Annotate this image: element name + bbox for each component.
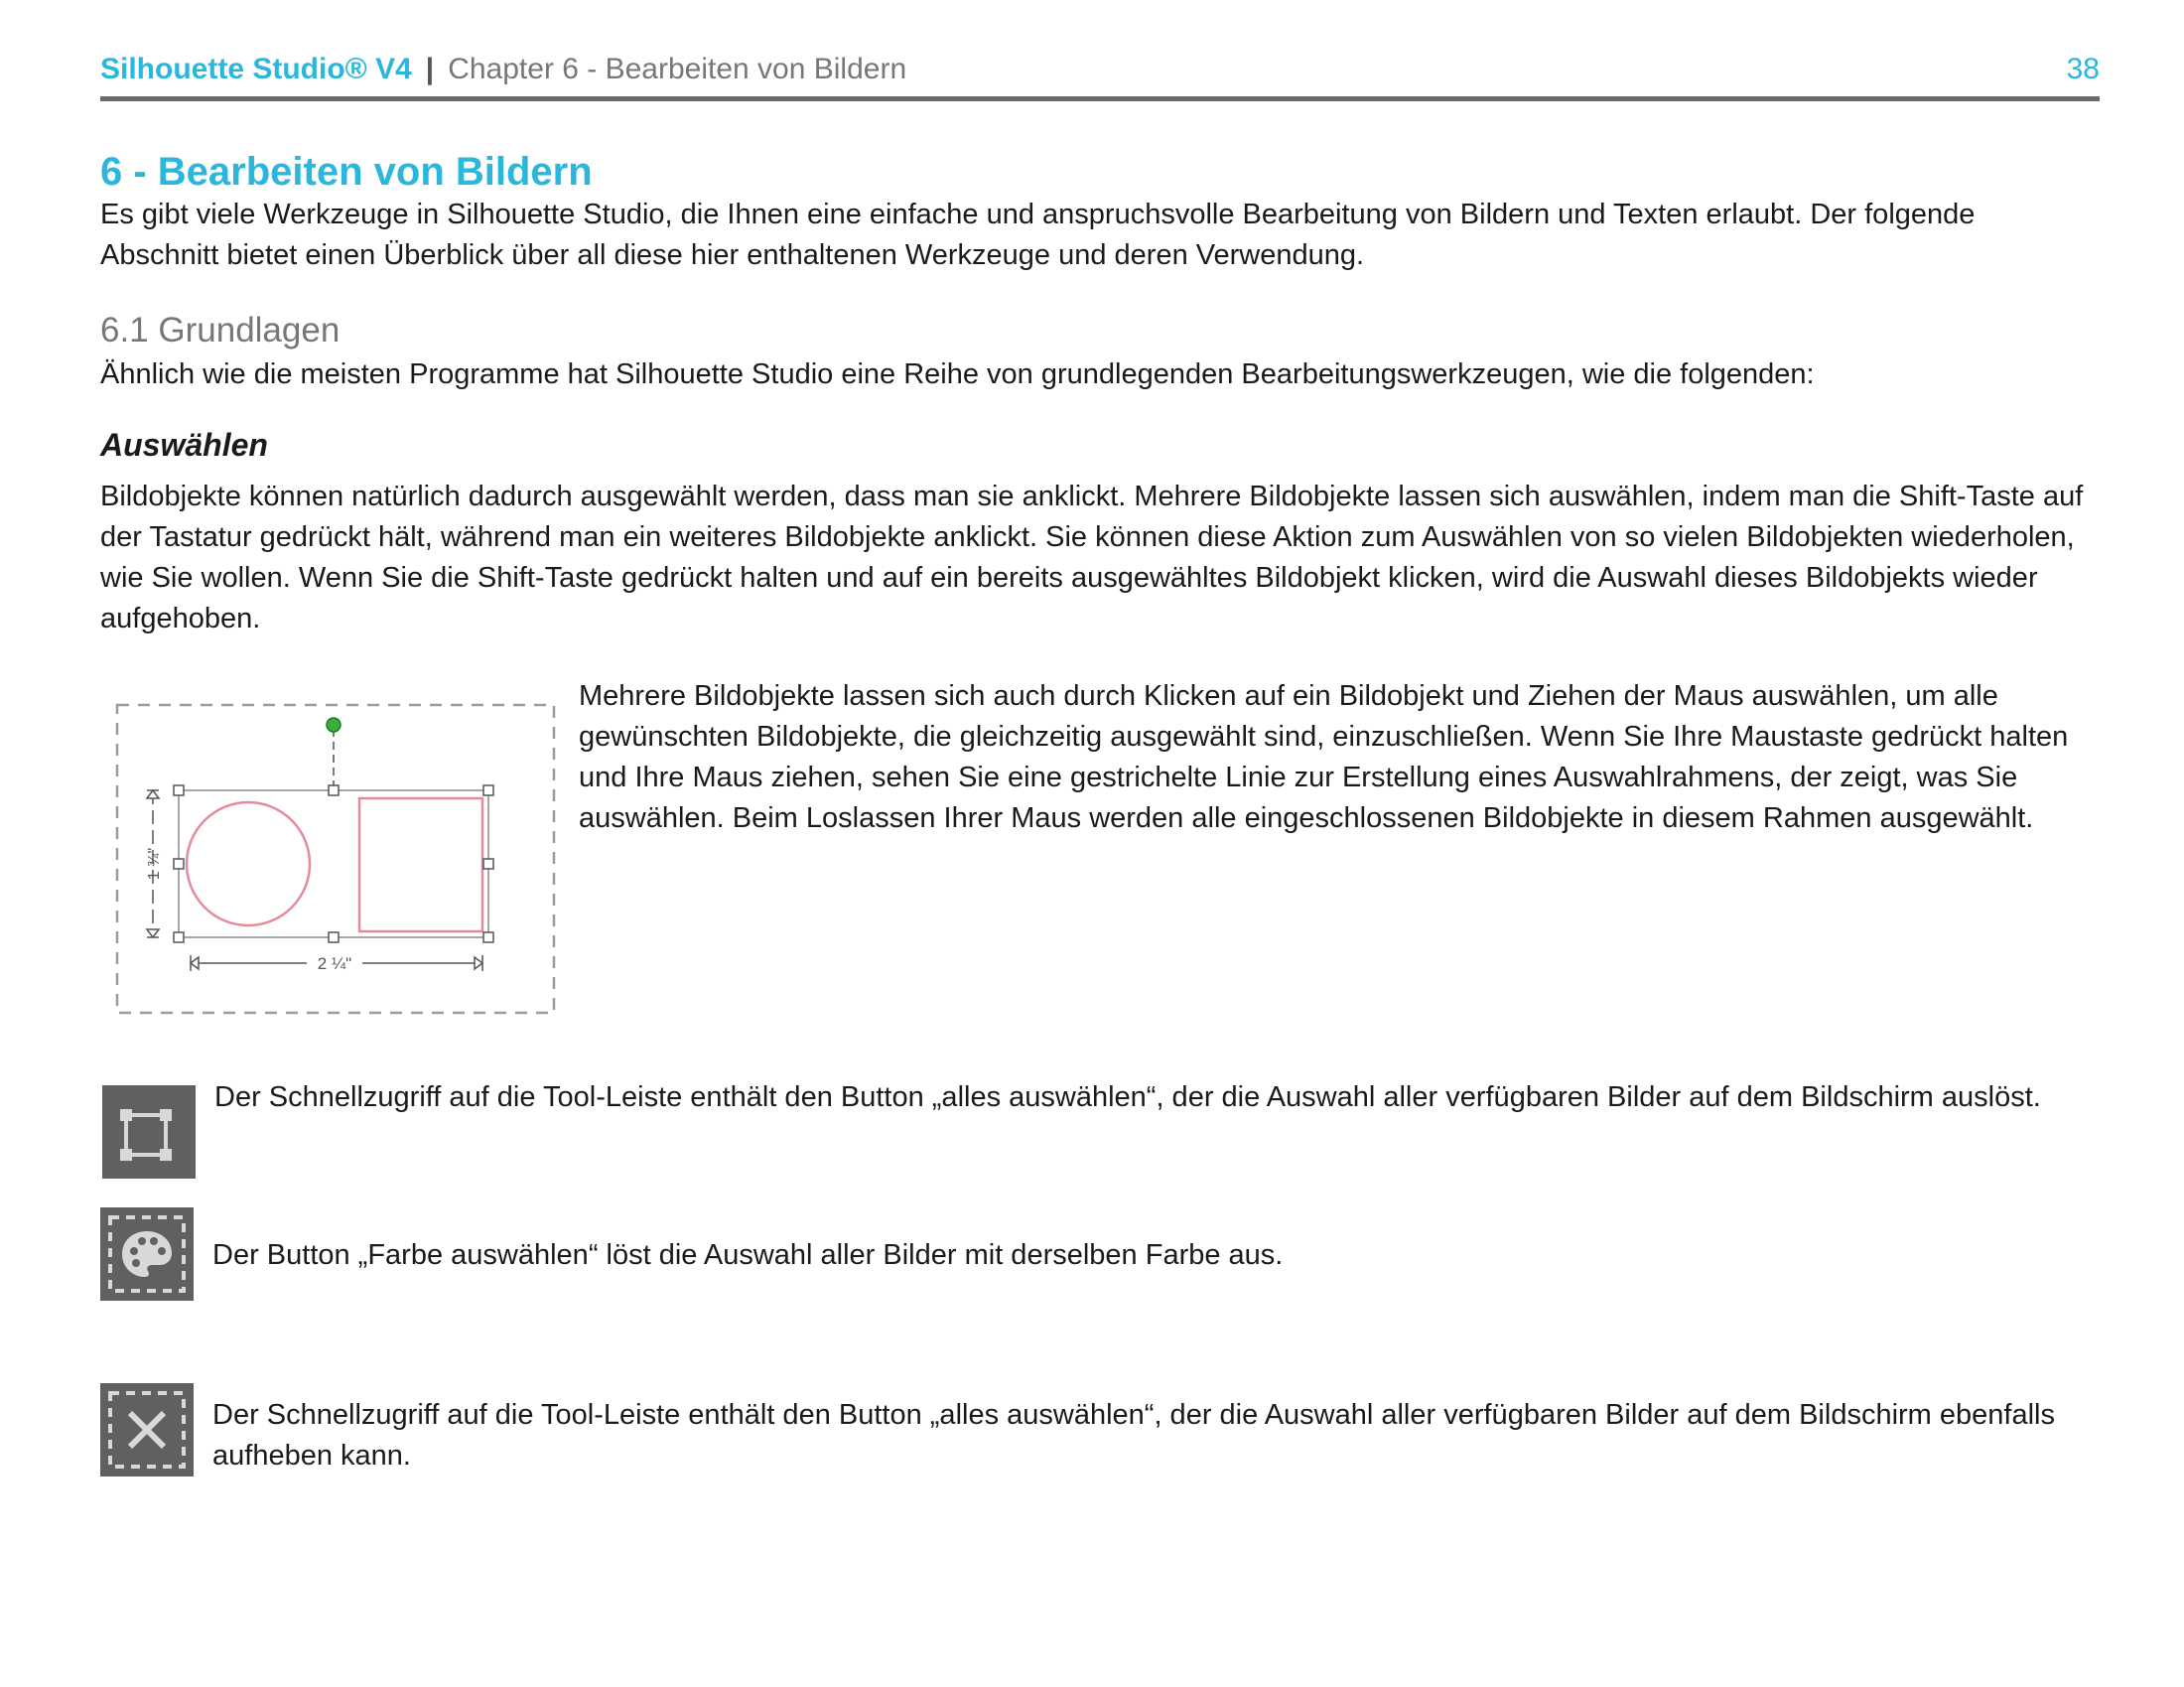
select-paragraph: Bildobjekte können natürlich dadurch ausgewählt werden, dass man sie anklickt. Mehrere Bildobjekte lassen sich auswählen, indem man die Shift-Taste auf der Tastatur gedrückt hält, während man ein weiteres Bildobjekte anklickt. Sie können diese Aktion zum Auswählen von so vielen Bildobjekten wiederholen, wie Sie wollen. Wenn Sie die Shift-Taste gedrückt halten und auf ein bereits ausgewähltes Bildobjekt klicken, wird die Auswahl dieses Bildobjekts wieder aufgehoben. (100, 481, 2084, 634)
selection-illustration (103, 695, 562, 1025)
rotate-handle (327, 718, 341, 732)
deselect-all-description: Der Schnellzugriff auf die Tool-Leiste enthält den Button „alles auswählen“, der die Auswahl aller verfügbaren Bilder auf dem Bildschirm ebenfalls aufheben kann. (212, 1399, 2055, 1472)
select-all-icon[interactable] (102, 1085, 196, 1179)
height-label: 1 ¾" (146, 847, 163, 881)
selection-figure (103, 695, 562, 1025)
section-title: 6 - Bearbeiten von Bildern (100, 150, 593, 194)
chapter-title: Chapter 6 - Bearbeiten von Bildern (448, 53, 907, 85)
selection-box (179, 790, 488, 937)
select-heading: Auswählen (100, 427, 268, 463)
brand-name: Silhouette Studio® V4 (100, 53, 412, 85)
subsection-title: 6.1 Grundlagen (100, 311, 341, 350)
select-all-description: Der Schnellzugriff auf die Tool-Leiste enthält den Button „alles auswählen“, der die Auswahl aller verfügbaren Bilder auf dem Bildschirm auslöst. (214, 1081, 2041, 1113)
page-header (100, 48, 2100, 91)
width-label: 2 ¼" (317, 954, 352, 973)
header-separator: | (425, 53, 435, 85)
page-number: 38 (2066, 53, 2100, 85)
square-shape (359, 798, 482, 931)
subsection-intro: Ähnlich wie die meisten Programme hat Silhouette Studio eine Reihe von grundlegenden Bearbeitungswerkzeugen, wie die folgenden: (100, 358, 1815, 390)
section-intro: Es gibt viele Werkzeuge in Silhouette Studio, die Ihnen eine einfache und anspruchsvolle Bearbeitung von Bildern und Texten erlaubt. Der folgende Abschnitt bietet einen Überblick über all diese hier enthaltenen Werkzeuge und deren Verwendung. (100, 199, 1976, 271)
select-by-color-icon[interactable] (100, 1207, 194, 1301)
selection-figure-text: Mehrere Bildobjekte lassen sich auch durch Klicken auf ein Bildobjekt und Ziehen der Maus auswählen, um alle gewünschten Bildobjekte, die gleichzeitig ausgewählt sind, einzuschließen. Wenn Sie Ihre Maustaste gedrückt halten und Ihre Maus ziehen, sehen Sie eine gestrichelte Linie zur Erstellung eines Auswahlrahmens, der zeigt, was Sie auswählen. Beim Loslassen Ihrer Maus werden alle eingeschlossenen Bildobjekte in diesem Rahmen ausgewählt. (579, 680, 2069, 834)
circle-shape (187, 802, 310, 925)
header-rule (100, 96, 2100, 101)
select-by-color-description: Der Button „Farbe auswählen“ löst die Auswahl aller Bilder mit derselben Farbe aus. (212, 1239, 1284, 1271)
deselect-all-icon[interactable] (100, 1383, 194, 1476)
